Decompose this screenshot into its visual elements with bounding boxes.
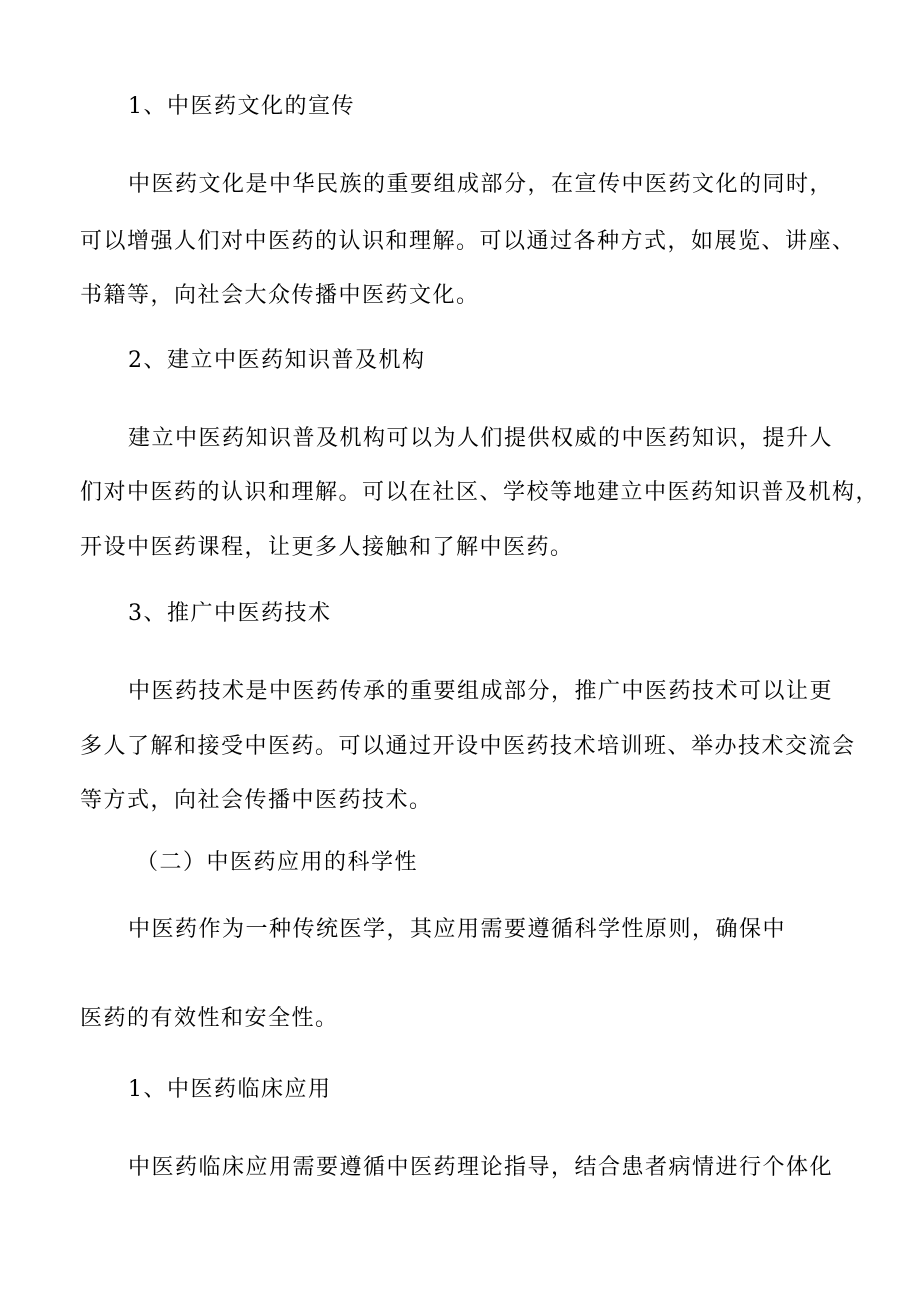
heading-clinical-application: 1、中医药临床应用: [128, 1077, 332, 1102]
paragraph-line: 医药的有效性和安全性。: [80, 1006, 339, 1031]
heading-technology-promotion: 3、推广中医药技术: [128, 601, 332, 626]
paragraph-line: 多人了解和接受中医药。可以通过开设中医药技术培训班、举办技术交流会: [80, 734, 856, 759]
heading-knowledge-institution: 2、建立中医药知识普及机构: [128, 348, 426, 373]
paragraph-line: 中医药作为一种传统医学，其应用需要遵循科学性原则，确保中: [128, 917, 787, 942]
paragraph-line: 中医药临床应用需要遵循中医药理论指导，结合患者病情进行个体化: [128, 1155, 834, 1180]
section-heading: （二）中医药应用的科学性: [136, 850, 419, 875]
paragraph-line: 书籍等，向社会大众传播中医药文化。: [80, 283, 480, 308]
paragraph-line: 开设中医药课程，让更多人接触和了解中医药。: [80, 535, 574, 560]
paragraph-line: 中医药技术是中医药传承的重要组成部分，推广中医药技术可以让更: [128, 679, 834, 704]
paragraph-line: 中医药文化是中华民族的重要组成部分，在宣传中医药文化的同时，: [128, 172, 834, 197]
paragraph-line: 建立中医药知识普及机构可以为人们提供权威的中医药知识，提升人: [128, 426, 834, 451]
paragraph-line: 们对中医药的认识和理解。可以在社区、学校等地建立中医药知识普及机构，: [80, 480, 880, 505]
heading-culture-promotion: 1、中医药文化的宣传: [128, 94, 355, 119]
paragraph-line: 等方式，向社会传播中医药技术。: [80, 788, 433, 813]
paragraph-line: 可以增强人们对中医药的认识和理解。可以通过各种方式，如展览、讲座、: [80, 229, 856, 254]
